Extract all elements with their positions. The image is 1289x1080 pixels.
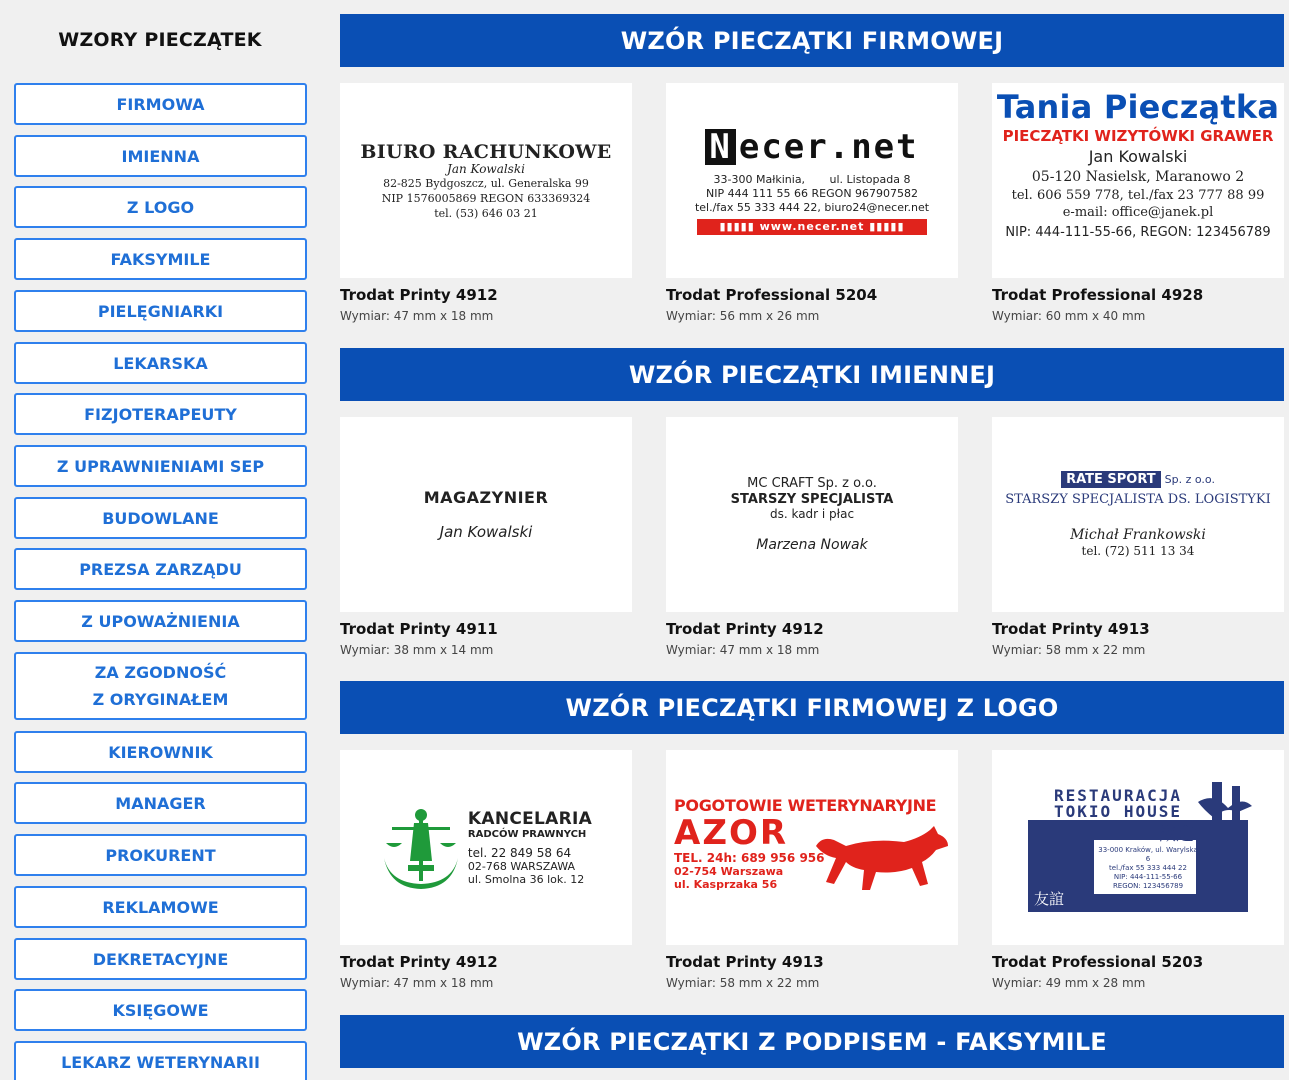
sidebar-item-label: FAKSYMILE <box>110 249 211 269</box>
product-card[interactable] <box>992 750 1284 990</box>
sidebar-item-prokurent[interactable] <box>14 834 307 876</box>
sidebar-item-label: Z LOGO <box>126 197 195 217</box>
necer-logo <box>705 127 918 167</box>
necer-logo-n: N <box>705 129 735 165</box>
sidebar-item-label: Z UPOWAŻNIENIA <box>81 611 240 631</box>
product-card[interactable] <box>992 417 1284 657</box>
stamp-preview[interactable] <box>992 750 1284 945</box>
sidebar-item-label: KSIĘGOWE <box>112 1000 209 1020</box>
sidebar-item-label: FIZJOTERAPEUTY <box>84 404 237 424</box>
stamp-preview[interactable] <box>340 750 632 945</box>
stamp-line: ul. Kasprzaka 56 <box>674 878 778 891</box>
sidebar-item-label: REKLAMOWE <box>102 897 219 917</box>
stamp-preview[interactable] <box>992 417 1284 612</box>
sidebar-item-imienna[interactable] <box>14 135 307 177</box>
sidebar-item-firmowa[interactable] <box>14 83 307 125</box>
stamp-line: STARSZY SPECJALISTA DS. LOGISTYKI <box>1005 492 1271 507</box>
product-card[interactable] <box>666 750 958 990</box>
sidebar-item-z-upowaznienia[interactable] <box>14 600 307 642</box>
rate-sport-badge: RATE SPORT <box>1061 471 1161 488</box>
product-card[interactable] <box>340 417 632 657</box>
sidebar-item-za-zgodnosc[interactable] <box>14 652 307 720</box>
stamp-line: 02-754 Warszawa <box>674 865 784 878</box>
stamp-kancelaria <box>340 750 632 945</box>
stamp-preview[interactable] <box>992 83 1284 278</box>
sidebar-item-pielegniarki[interactable] <box>14 290 307 332</box>
stamp-line: ul. Smolna 36 lok. 12 <box>467 873 585 886</box>
sidebar-item-label: ZA ZGODNOŚĆ <box>94 663 227 682</box>
stamp-line: 友誼 <box>1034 890 1065 908</box>
product-model[interactable]: Trodat Professional 5203 <box>992 953 1204 971</box>
product-model[interactable]: Trodat Professional 5204 <box>666 286 878 304</box>
stamp-line: tel./fax 55 333 444 22, biuro24@necer.net <box>694 200 930 214</box>
sidebar-item-faksymile[interactable] <box>14 238 307 280</box>
stamp-line: 33-300 Małkinia, ul. Listopada 8 <box>713 172 911 186</box>
product-size: Wymiar: 58 mm x 22 mm <box>992 643 1146 657</box>
stamp-line: REGON: 123456789 <box>1112 882 1184 890</box>
stamp-preview[interactable] <box>340 83 632 278</box>
product-size: Wymiar: 58 mm x 22 mm <box>666 976 820 990</box>
sidebar <box>0 0 322 1080</box>
product-model[interactable]: Trodat Printy 4912 <box>666 620 824 638</box>
sidebar-title: WZORY PIECZĄTEK <box>58 29 262 51</box>
sidebar-item-label: PIELĘGNIARKI <box>97 301 224 321</box>
dog-icon <box>812 824 952 896</box>
sidebar-item-label: PREZSA ZARZĄDU <box>79 559 242 579</box>
sidebar-item-ksiegowe[interactable] <box>14 989 307 1031</box>
stamp-line: BIURO RACHUNKOWE <box>360 141 612 163</box>
stamp-line: MAGAZYNIER <box>423 488 549 507</box>
sidebar-item-fizjoterapeuty[interactable] <box>14 393 307 435</box>
stamp-line: e-mail: office@janek.pl <box>1062 205 1214 220</box>
section-header-z-logo: WZÓR PIECZĄTKI FIRMOWEJ Z LOGO <box>340 681 1284 734</box>
stamp-line: NIP 444 111 55 66 REGON 967907582 <box>705 186 919 200</box>
stamp-line: POGOTOWIE WETERYNARYJNE <box>674 796 937 815</box>
stamp-line: Jan Kowalski <box>447 162 525 176</box>
product-card[interactable] <box>992 83 1284 323</box>
stamp-line: RADCÓW PRAWNYCH <box>467 829 587 840</box>
stamp-line: ds. kadr i płac <box>769 507 855 521</box>
sidebar-item-label: Z UPRAWNIENIAMI SEP <box>56 456 265 476</box>
product-size: Wymiar: 47 mm x 18 mm <box>340 309 494 323</box>
stamp-preview[interactable] <box>340 417 632 612</box>
stamp-line: 歡迎 <box>1158 824 1194 845</box>
stamp-preview[interactable] <box>666 83 958 278</box>
sidebar-item-label: DEKRETACYJNE <box>92 949 229 969</box>
stamp-preview[interactable] <box>666 417 958 612</box>
tokio-address <box>1098 846 1198 891</box>
sidebar-item-budowlane[interactable] <box>14 497 307 539</box>
section-header-imienna: WZÓR PIECZĄTKI IMIENNEJ <box>340 348 1284 401</box>
sidebar-item-prezes-zarzadu[interactable] <box>14 548 307 590</box>
product-model[interactable]: Trodat Printy 4913 <box>992 620 1150 638</box>
sidebar-item-sep[interactable] <box>14 445 307 487</box>
stamp-line: NIP 1576005869 REGON 633369324 <box>381 192 591 205</box>
sidebar-item-lekarska[interactable] <box>14 342 307 384</box>
sidebar-item-lekarz-weterynarii[interactable] <box>14 1041 307 1080</box>
stamp-line: 82-825 Bydgoszcz, ul. Generalska 99 <box>383 177 589 190</box>
stamp-necer <box>666 83 958 278</box>
product-card[interactable] <box>666 417 958 657</box>
stamp-line: Jan Kowalski <box>1088 147 1188 166</box>
stamp-magazynier <box>340 417 632 612</box>
sidebar-item-dekretacyjne[interactable] <box>14 938 307 980</box>
stamp-line: Tania Pieczątka <box>996 88 1280 126</box>
sidebar-item-reklamowe[interactable] <box>14 886 307 928</box>
sidebar-item-manager[interactable] <box>14 782 307 824</box>
stamp-line: RESTAURACJA <box>1054 786 1182 805</box>
product-card[interactable] <box>666 83 958 323</box>
section-header-firmowa: WZÓR PIECZĄTKI FIRMOWEJ <box>340 14 1284 67</box>
rate-sport-logo <box>1061 471 1215 488</box>
product-card[interactable] <box>340 83 632 323</box>
sidebar-item-label: LEKARSKA <box>113 353 208 373</box>
stamp-line: TEL. 24h: 689 956 956 <box>674 851 825 865</box>
stamp-line: TOKIO HOUSE <box>1054 802 1182 821</box>
product-size: Wymiar: 49 mm x 28 mm <box>992 976 1146 990</box>
product-model[interactable]: Trodat Printy 4912 <box>340 286 498 304</box>
stamp-line: Michał Frankowski <box>1070 527 1206 543</box>
product-size: Wymiar: 60 mm x 40 mm <box>992 309 1146 323</box>
kancelaria-text <box>468 809 592 886</box>
necer-logo-text: ecer.net <box>738 126 919 167</box>
stamp-line: tel./fax 55 333 444 22 <box>1109 864 1187 872</box>
sidebar-item-z-logo[interactable] <box>14 186 307 228</box>
stamp-line: 05-120 Nasielsk, Maranowo 2 <box>1031 169 1245 185</box>
stamp-line: tel. (72) 511 13 34 <box>1081 544 1195 558</box>
section-header-faksymile: WZÓR PIECZĄTKI Z PODPISEM - FAKSYMILE <box>340 1015 1284 1068</box>
sidebar-item-label: PROKURENT <box>105 845 216 865</box>
product-size: Wymiar: 38 mm x 14 mm <box>340 643 494 657</box>
product-model[interactable]: Trodat Printy 4913 <box>666 953 824 971</box>
stamp-line: NIP: 444-111-55-66, REGON: 123456789 <box>1005 225 1271 240</box>
justice-icon <box>380 803 462 893</box>
stamp-biuro-rachunkowe <box>340 83 632 278</box>
stamp-line: Marzena Nowak <box>756 537 868 553</box>
stamp-line: ▮▮▮▮▮ www.necer.net ▮▮▮▮▮ <box>697 219 927 235</box>
rate-sport-suffix: Sp. z o.o. <box>1164 473 1215 486</box>
product-model[interactable]: Trodat Professional 4928 <box>992 286 1204 304</box>
stamp-line: PIECZĄTKI WIZYTÓWKI GRAWER <box>1002 127 1274 145</box>
product-model[interactable]: Trodat Printy 4912 <box>340 953 498 971</box>
stamp-rate-sport <box>992 417 1284 612</box>
stamp-mc-craft <box>666 417 958 612</box>
sidebar-item-kierownik[interactable] <box>14 731 307 773</box>
stamp-line: KANCELARIA <box>467 809 593 829</box>
product-model[interactable]: Trodat Printy 4911 <box>340 620 498 638</box>
product-size: Wymiar: 47 mm x 18 mm <box>666 643 820 657</box>
stamp-line: STARSZY SPECJALISTA <box>730 492 894 507</box>
stamp-line: 02-768 WARSZAWA <box>467 860 576 873</box>
product-size: Wymiar: 47 mm x 18 mm <box>340 976 494 990</box>
sidebar-item-label: BUDOWLANE <box>102 508 219 528</box>
sidebar-item-label: FIRMOWA <box>116 94 205 114</box>
stamp-line: tel. 606 559 778, tel./fax 23 777 88 99 <box>1011 188 1265 203</box>
stamp-tania-pieczatka <box>992 83 1284 278</box>
stamp-line: Jan Kowalski <box>439 523 533 541</box>
stamp-line: tel. 22 849 58 64 <box>467 846 572 860</box>
sidebar-item-label-line2: Z ORYGINAŁEM <box>92 690 229 709</box>
product-size: Wymiar: 56 mm x 26 mm <box>666 309 820 323</box>
sidebar-item-label: KIEROWNIK <box>108 742 213 762</box>
sidebar-item-label: LEKARZ WETERYNARII <box>61 1052 260 1072</box>
stamp-line: 33-000 Kraków, ul. Warylska 6 <box>1098 846 1198 863</box>
product-card[interactable] <box>340 750 632 990</box>
sidebar-item-label: IMIENNA <box>121 146 200 166</box>
stamp-line: tel. (53) 646 03 21 <box>434 207 538 220</box>
stamp-preview[interactable] <box>666 750 958 945</box>
sidebar-item-label: MANAGER <box>115 793 206 813</box>
stamp-line: MC CRAFT Sp. z o.o. <box>747 476 877 491</box>
stamp-line: NIP: 444-111-55-66 <box>1113 873 1183 881</box>
stamp-line: AZOR <box>674 813 789 853</box>
